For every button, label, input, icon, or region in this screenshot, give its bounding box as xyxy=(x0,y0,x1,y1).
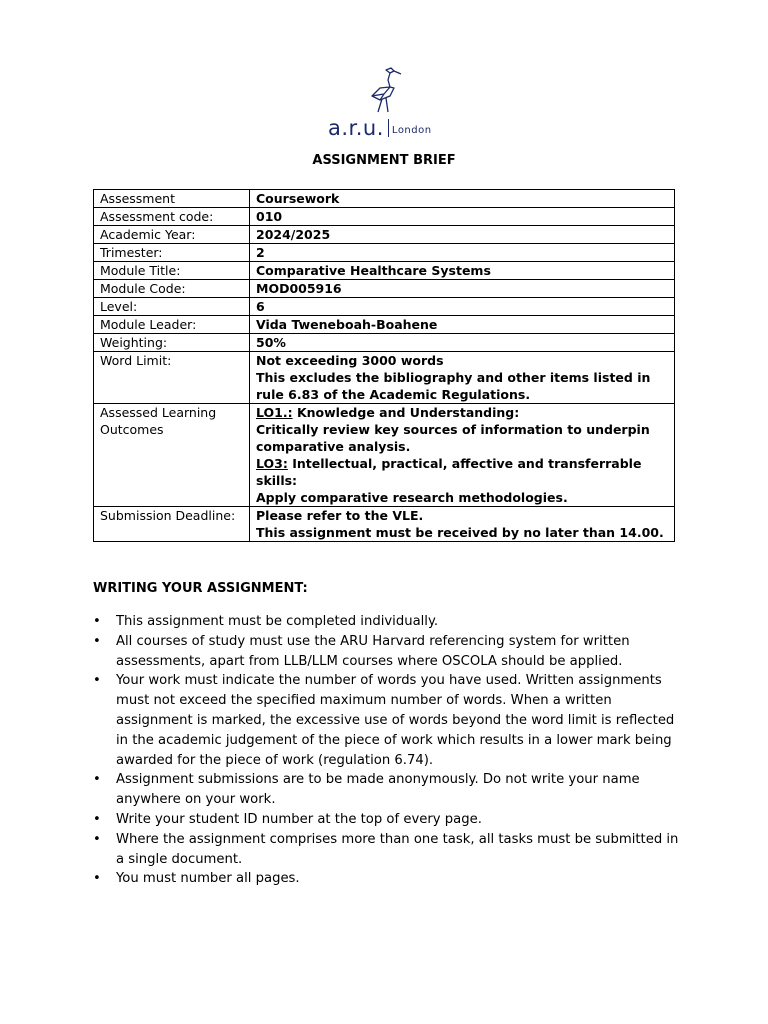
list-item xyxy=(93,830,683,870)
field-value-line xyxy=(256,369,668,403)
field-value-text: Please refer to the VLE. xyxy=(256,508,424,523)
field-value-line xyxy=(256,352,668,369)
list-item-text: Assignment submissions are to be made anonymously. Do not write your name anywhere on your work. xyxy=(116,772,640,808)
field-value xyxy=(250,190,675,208)
field-value-line xyxy=(256,244,668,261)
list-item xyxy=(93,869,683,889)
field-label: Module Title: xyxy=(94,262,250,280)
list-item-text: You must number all pages. xyxy=(116,871,300,887)
field-label: Module Code: xyxy=(94,280,250,298)
bullet-icon: • xyxy=(93,633,101,649)
field-value-text: 2024/2025 xyxy=(256,227,331,242)
field-value xyxy=(250,404,675,507)
outcome-code: LO1.: xyxy=(256,405,293,420)
field-value xyxy=(250,280,675,298)
field-value-text: 6 xyxy=(256,299,265,314)
list-item xyxy=(93,770,683,810)
field-label: Word Limit: xyxy=(94,352,250,404)
outcome-code: LO3: xyxy=(256,456,288,471)
table-row xyxy=(94,280,675,298)
field-value-line xyxy=(256,334,668,351)
page-title: ASSIGNMENT BRIEF xyxy=(312,153,456,168)
table-row xyxy=(94,190,675,208)
bullet-icon: • xyxy=(93,871,101,887)
field-value-line xyxy=(256,190,668,207)
field-value xyxy=(250,226,675,244)
field-value-line xyxy=(256,208,668,225)
table-row xyxy=(94,208,675,226)
table-row xyxy=(94,262,675,280)
table-row xyxy=(94,404,675,507)
field-value-text: Not exceeding 3000 words xyxy=(256,353,444,368)
list-item xyxy=(93,671,683,770)
field-value-text: Critically review key sources of information to underpin comparative analysis. xyxy=(256,422,650,454)
field-value-text: 010 xyxy=(256,209,283,224)
field-value-text: Intellectual, practical, affective and transferrable skills: xyxy=(256,456,642,488)
section-heading: WRITING YOUR ASSIGNMENT: xyxy=(93,581,308,596)
field-label: Submission Deadline: xyxy=(94,507,250,542)
field-label: Assessment code: xyxy=(94,208,250,226)
table-row xyxy=(94,298,675,316)
logo-city: London xyxy=(391,125,432,136)
field-value-line xyxy=(256,524,668,541)
list-item xyxy=(93,632,683,672)
table-row xyxy=(94,352,675,404)
field-value-text: MOD005916 xyxy=(256,281,342,296)
field-value-line xyxy=(256,226,668,243)
aru-logo xyxy=(328,66,440,140)
logo-divider xyxy=(388,119,389,137)
field-value-text: Knowledge and Understanding: xyxy=(292,405,520,420)
field-value xyxy=(250,507,675,542)
heron-icon xyxy=(366,66,406,116)
field-value xyxy=(250,352,675,404)
list-item xyxy=(93,612,683,632)
field-label: Level: xyxy=(94,298,250,316)
field-value-line xyxy=(256,316,668,333)
table-row xyxy=(94,507,675,542)
field-value-line xyxy=(256,298,668,315)
logo-brand: a.r.u. xyxy=(328,116,384,140)
field-value-line xyxy=(256,404,668,421)
logo-wordmark xyxy=(328,116,432,140)
list-item-text: Your work must indicate the number of words you have used. Written assignments must not exceed the specified maximum number of words. When a written assignment is marked, the excessive use of words beyond the word limit is reflected in the academic judgement of the piece of work which results in a lower mark being awarded for the piece of work (regulation 6.74). xyxy=(116,673,675,768)
field-label: Academic Year: xyxy=(94,226,250,244)
bullet-icon: • xyxy=(93,831,101,847)
field-value-text: 50% xyxy=(256,335,286,350)
field-value-line xyxy=(256,421,668,455)
field-value-text: 2 xyxy=(256,245,265,260)
field-value-text: This excludes the bibliography and other items listed in rule 6.83 of the Academic Regulations. xyxy=(256,370,651,402)
bullet-icon: • xyxy=(93,811,101,827)
field-value-text: Apply comparative research methodologies. xyxy=(256,490,568,505)
field-value xyxy=(250,244,675,262)
rules-list xyxy=(93,612,683,889)
field-value-text: Vida Tweneboah-Boahene xyxy=(256,317,438,332)
field-value xyxy=(250,334,675,352)
bullet-icon: • xyxy=(93,772,101,788)
field-value xyxy=(250,208,675,226)
assessment-info-table xyxy=(93,189,675,542)
list-item-text: This assignment must be completed individually. xyxy=(116,614,439,629)
table-row xyxy=(94,316,675,334)
field-value-text: This assignment must be received by no later than 14.00. xyxy=(256,525,664,540)
table-row xyxy=(94,244,675,262)
field-value-line xyxy=(256,262,668,279)
field-value-line xyxy=(256,455,668,489)
list-item-text: Write your student ID number at the top of every page. xyxy=(116,811,482,827)
field-value-line xyxy=(256,489,668,506)
bullet-icon: • xyxy=(93,673,101,689)
field-value xyxy=(250,316,675,334)
field-value xyxy=(250,298,675,316)
field-label: Trimester: xyxy=(94,244,250,262)
field-label: Assessment xyxy=(94,190,250,208)
field-value-text: Coursework xyxy=(256,191,340,206)
list-item xyxy=(93,810,683,830)
field-value-text: Comparative Healthcare Systems xyxy=(256,263,491,278)
field-label: Assessed Learning Outcomes xyxy=(94,404,250,507)
list-item-text: Where the assignment comprises more than one task, all tasks must be submitted in a single document. xyxy=(116,831,679,867)
field-label: Module Leader: xyxy=(94,316,250,334)
bullet-icon: • xyxy=(93,614,101,629)
table-row xyxy=(94,226,675,244)
field-value-line xyxy=(256,507,668,524)
field-value-line xyxy=(256,280,668,297)
field-label: Weighting: xyxy=(94,334,250,352)
table-row xyxy=(94,334,675,352)
field-value xyxy=(250,262,675,280)
list-item-text: All courses of study must use the ARU Harvard referencing system for written assessments, apart from LLB/LLM courses where OSCOLA should be applied. xyxy=(116,633,630,669)
